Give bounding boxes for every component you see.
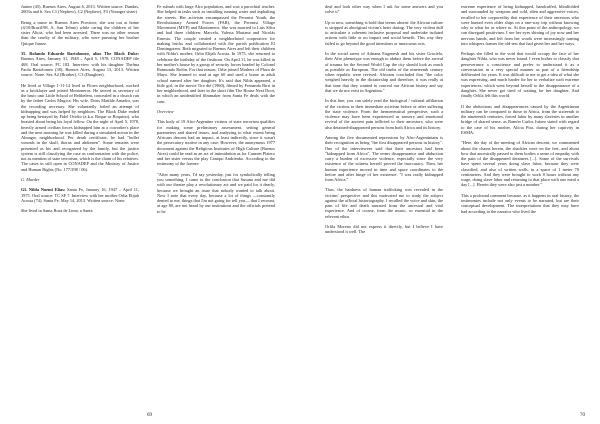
body-paragraph: Fe suburb with large Afro population, and was a parochial teacher. She helped in tasks such as installing running water and asphalting the streets. Her activism encompassed the Peronist Youth, the Revolutionary Armed Forces (FAR), the Peronist Village Movement (MVP) and Montoneros. She was married to Luis Silva and had three children: Marcela, Valeria Mariana and Nicolás Ernesto. The couple created a neighborhood cooperative for making bricks and collaborated with the parish publication El Domingotero. Both migrated to Buenos Aires and left their children with Nilda's mother, Orlia Elijah Acosta. In 1975, she returned to celebrate the birthday of the firstborn. On April 11, he was killed in her mother's house by a group of security forces headed by Colonel Raimundo Rolón. For that reason, Orlia joined Mothers of Plaza de Mayo. She learned to read at age 60 and used a home as adult school named after her daughter. It's said that Nilda appeared, a little girl, in the movie Tire dié (1960), filmed by Fernando Birri in her neighborhood, and later in the short film The House Next Door, in which an unidentified filmmaker from Santa Fe deals with the case.	[157, 4, 275, 104]
entry-paragraph	[21, 51, 139, 77]
body-paragraph: This a profound comment because, as it happens in oral history, the testimonies include not only events to be narrated, but are their conceptual development. The interpretations that they may have had according to the narrator who lived the	[461, 192, 579, 214]
body-paragraph: extreme experience of being kidnapped, handcuffed, blindfolded and surrounded by weapons and cold, alien and aggressive voices, recalled to her corporeality that experience of their ancestors who were hunted even older ships on a one-way trip without knowing why or what for or where to. At this point of the anthropology, we can disregard positivism. I see her eyes shining of joy now and her nervous hands, and left from her words were increasingly turning into whispers frames the old-test that had given her and her ways.	[461, 4, 579, 46]
body-paragraph: In this line, you can safely read the biological / cultural affiliation of the victims to their immediate activism before or after suffering the state violence. From the hermeneutical perspective, such a violence may have been experienced as sensory and emotional revival of the ancient pain inflicted to their ancestors, who were also detained-disappeared persons from both Africa and its history.	[325, 98, 443, 130]
entry-heading: 35. Rolando Eduardo Bartolomeo, alias The Black Duke:	[21, 51, 139, 57]
right-page	[300, 0, 600, 424]
page-number: 69	[147, 413, 152, 418]
entry-text: Buenos Aires, January 31, 1948 – April 5, 1978. CONADEP file 468. Oral source: FC 182. Interview with his daughter Thelma Paola Bartolomeo (38), Buenos Aires, August 13, 2013. Written source: None. Sex A2 (Brother), C3 (Daughter).	[21, 56, 139, 78]
right-page-column-1	[325, 4, 443, 235]
body-paragraph: Among the five documented repressions by Afro-Argentinians is their recognition as being "the first disappeared persons in history". One of the interviewees said that their ancestors had been "kidnapped from Africa". The terms disappearance and abduction carry a burden of excessive violence, especially since the very existence of the witness herself proved the inaccuracy. Then, her human experience moved in time and space coordinates to the before and after hinge of her existence. "I was really kidnapped from Africa."	[325, 135, 443, 182]
left-page-column-2	[157, 4, 275, 214]
body-paragraph: Juárez (45), Buenos Aires, August 6, 2013. Written source. Dundas, 2003a and b. Sex C1 (Nephew), C2 (Nephew), F3 (Younger sister)	[21, 4, 139, 15]
right-page-column-2	[461, 4, 579, 214]
body-paragraph: Up to now, something is bold that seems absent: the African culture is stripped as aboriginal victim's heirs during. The very violent dull to articulate a coherent inclusive proposal and undertake isolated actions with little or no impact and social benefit. This way they failed to go beyond the good intentions or innocuous acts.	[325, 19, 443, 46]
section-heading: G. Murder	[21, 177, 40, 182]
entry-heading: GL Nilda Noemí Elías:	[21, 187, 66, 193]
body-paragraph: "Here, the day of the meeting of African descent, we commented about the chains herein, the shackles were on the feet, and about how that ancestrally passed to them bodies a sense of empathy with the pain of the disappeared detainees [...]. Some of the survivals have spent several years doing slave labor, because they were classified, and also of written walls, in a space of 1 meter 70 centimeters. And they were brought to work 8 hours without any wage, doing slave labor and returning to that place with one meal a day [...]. Herein they were also just a number."	[461, 140, 579, 188]
body-paragraph: Perhaps she filled in the void that would occupy the face of her daughter Nilda, who was never found. I even bother to classify that perseverance a conscience and prefer to understand it as a conversation in a very special manner as part of a friendship deliberated for years. It was difficult to me to get a idea of what she was expressing, and much harder for her to verbalize such extreme experiences, which went beyond herself to the disappearance of a daughter. She never got tired of waiting for her daughter. And finally Orlila left this world.	[461, 51, 579, 99]
body-paragraph: This body of 19 Afro-Argentine victims of state terrorism qualifies for making some preliminary assessment, setting general parameters and shared issues, and analyzing to what extent being Africans descent had an impact, at least indirectly, since it wasn't the persecutory motive in any case. However, the anonymous 1977 document against the Religious Institutes of High Culture (Buenos Aires) could be read as an act of intimidation as for Carmen Platero and her sister versus the play Caniqui Andrienko. According to the testimony of the former:	[157, 119, 275, 167]
page-number: 70	[580, 413, 585, 418]
body-paragraph: Being a nurse in Buenos Aires Province, she was out at home (4/10/Brazil/98, A. San Telmo) while caring the children of her sister Alicia, who had been arrested. There was no other reason than the cruelty of the military, who were pursuing her brother Quique Juarez.	[21, 19, 139, 46]
body-paragraph: Thus, the hardness of human trafficking was revealed in the victims' perspective and this motivated me to study the subject against the official historiography. I recalled the voice and skin, the pain of life and death narrated from the ancestral and vital experience. And of course, from the music, so essential in the relevant ethos.	[325, 187, 443, 219]
section-heading: Overview	[157, 108, 174, 114]
body-paragraph: deaf and look other way when I ask for some answers and you solve it"	[325, 4, 443, 15]
body-paragraph: If the abductions and disappearances caused by the Argentinean military can be compared to those in Africa, from the sixteenth to the nineteenth centuries, forced labor by many slaveries in another bridge of shared sense, as Ramón Carlos Juárez stated with regard to the case of his mother, Alicia Pira, during her captivity in ESMA:	[461, 103, 579, 135]
body-paragraph: He lived at Village 1-11-14 lived in Flores neighborhood, worked as a bricklayer and joined Montoneros. He served as secretary of the basic unit Little School of Belthelem, concealed in a church run by the father Carlos Mugica. His wife, Doris Matilde Amador, was the recording secretary. She voluntarily foiled an attempt of kidnapping and was helped by neighbors. The Black Duke ended up being betrayed by Fidel Ovidio (a.k.a. Roque or Roquino), who boasted about being his loyal fellow. On the night of April 5, 1978, heavily armed civilian forces kidnapped him at a coworker's place and the next morning he was killed during a simulated action in the Almagro neighborhood. Per death certificate, he had "bullet wounds in the skull, thorax and abdomen". Some remains were presented as his and recognized by the family, but the justice system is still classifying the case as confrontation with the police, not as mention of state terrorism, which is the claim of his relatives. The cases in still open in CONADEP and the Ministry of Justice and Human Rights (No. 177/298 / 06).	[21, 82, 139, 172]
body-paragraph: "After many years, I'd say yesterday, just for symbolically telling you something, I came to the conclusion that Susana and me did with our theatre play a revolutionary act and we paid for it dearly, because we brought an issue that nobody wanted to talk about. Now I note that every day, because a lot of things —constantly denied to me, things that I'm not going for tell you— that I recount, at age 80, are not heard by our institutions and the officials pretend to be	[157, 171, 275, 214]
body-paragraph: Orlila Moreno did not express it directly, but I believe I have understood it well. The	[325, 224, 443, 235]
entry-paragraph	[21, 187, 139, 203]
entry-text: Santa Fe, January 16, 1947 – April 11, 1975. Oral source: TC SF 7. Interview with her mother Orlia Elijah Acosta (74), Santa Fe, May 14, 2013. Written source: None.	[21, 187, 139, 203]
body-paragraph: In the social arrest of Adriana Eugenesh and his sister Graciela, their Afro phenotype was enough to abduct them before the arrival of trauma for the Second World Cup the city should look as much as possible as European. The old truths of the nineteenth century when republic were revived: Africans concluded that "the color weighed heavily in the dictatorship and therefore, it was really at that time that they wanted to conceal our African history and say that we do not exist in Argentina."	[325, 51, 443, 93]
left-page-column-1	[21, 4, 139, 214]
body-paragraph: She lived in Santa Rosa de Lima, a Santa	[21, 208, 93, 214]
